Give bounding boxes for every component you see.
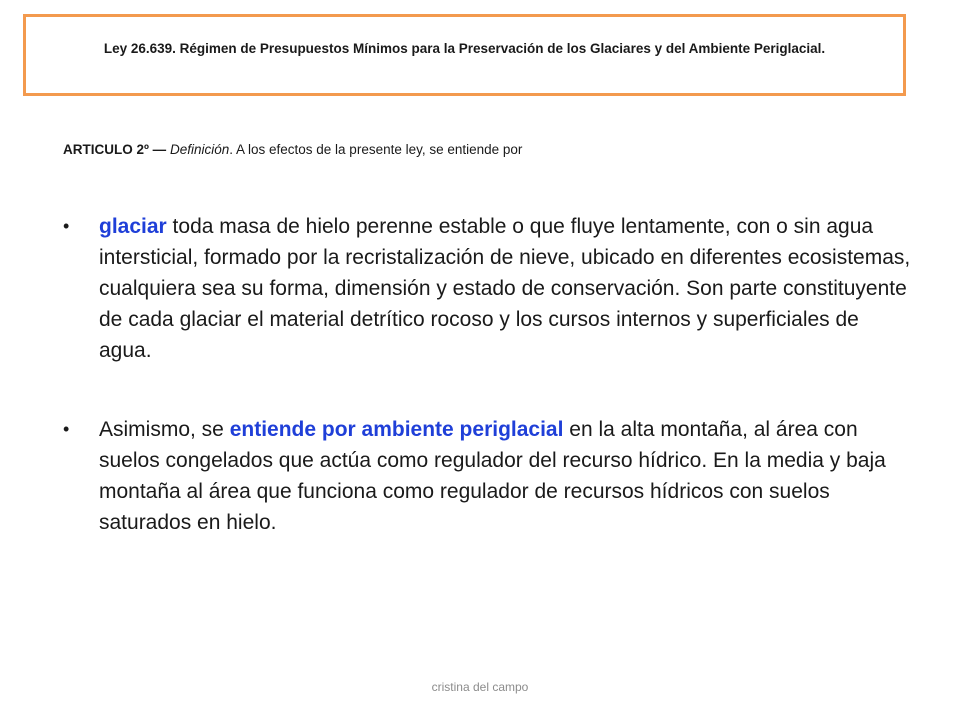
list-item-body: en la alta montaña, al área con suelos congelados que actúa como regulador del recurso hídrico. En la media y baja montaña al área que funciona como regulador de recursos hídricos con suelos saturados en hielo. — [99, 418, 886, 534]
footer-author: cristina del campo — [431, 680, 529, 694]
list-item-body: toda masa de hielo perenne estable o que fluye lentamente, con o sin agua intersticial, formado por la recristalización de nieve, ubicado en diferentes ecosistemas, cualquiera sea su forma, dimensión y estado de conservación. Son parte constituyente de cada glaciar el material detrítico rocoso y los cursos internos y superficiales de agua. — [99, 215, 911, 362]
list-item-text — [63, 211, 913, 366]
article-number: ARTICULO 2º — — [63, 142, 167, 157]
bullet-icon: • — [63, 216, 70, 236]
page-title: Ley 26.639. Régimen de Presupuestos Mínimos para la Preservación de los Glaciares y del Ambiente Periglacial. — [103, 40, 826, 56]
list-item-periglacial — [63, 414, 913, 538]
article-heading — [63, 142, 522, 157]
article-intro: . A los efectos de la presente ley, se entiende por — [229, 142, 523, 157]
term-glaciar: glaciar — [99, 215, 167, 238]
list-item-glaciar — [63, 211, 913, 366]
list-item-text — [63, 414, 913, 538]
list-item-lead: Asimismo, se — [99, 418, 230, 441]
title-box — [23, 14, 906, 96]
article-definition-word: Definición — [169, 142, 230, 157]
term-ambiente-periglacial: entiende por ambiente periglacial — [229, 418, 564, 441]
bullet-icon: • — [63, 419, 70, 439]
